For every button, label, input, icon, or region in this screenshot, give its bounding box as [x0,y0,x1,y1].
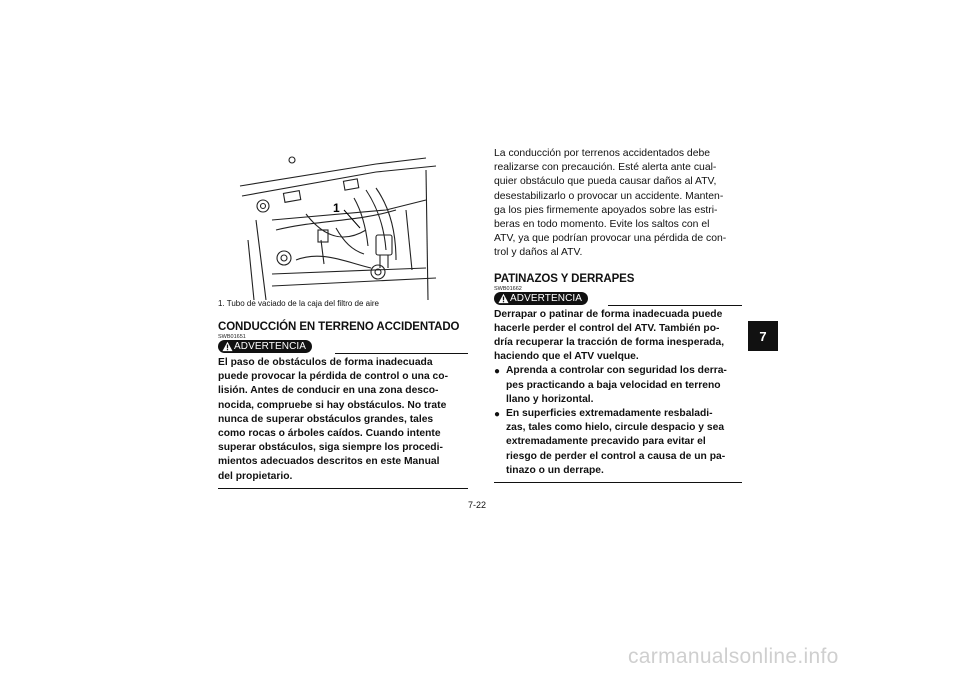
warning-text [218,356,468,484]
warning-line: lisión. Antes de conducir en una zona desco- [218,385,439,397]
warning-end-rule [494,482,742,483]
bullet-line: zas, tales como hielo, circule despacio y sea [506,422,725,434]
section-title-rough-terrain: CONDUCCIÓN EN TERRENO ACCIDENTADO [218,321,460,333]
warning-line: como rocas o árboles caídos. Cuando intente [218,428,441,440]
paragraph-line: trol y daños al ATV. [494,247,583,259]
warning-header [218,340,468,356]
warning-line: nunca de superar obstáculos grandes, tales [218,413,434,425]
warning-line: del propietario. [218,470,293,482]
intro-paragraph [494,147,742,261]
bullet-item [494,407,742,478]
warning-code: SWB01651 [218,334,246,340]
figure-callout-number: 1 [333,201,340,215]
bullet-line: tinazo o un derrape. [506,464,604,476]
warning-line: haciendo que el ATV vuelque. [494,351,639,363]
engine-figure [226,150,462,300]
bullet-line: Aprenda a controlar con seguridad los derra- [506,365,727,377]
bullet-line: En superficies extremadamente resbaladi- [506,408,713,420]
bullet-dot-icon: ● [494,366,501,378]
warning-label: ADVERTENCIA [234,341,307,352]
warning-text [494,308,742,365]
warning-triangle-icon [498,293,509,304]
warning-line: nocida, compruebe si hay obstáculos. No trate [218,399,447,411]
warning-line: superar obstáculos, siga siempre los procedi- [218,442,443,454]
paragraph-line: quier obstáculo que pueda causar daños al ATV, [494,176,717,188]
right-column [494,147,742,483]
warning-line: El paso de obstáculos de forma inadecuada [218,357,433,368]
bullet-line: extremadamente precavido para evitar el [506,436,706,448]
warning-badge [218,340,312,353]
paragraph-line: La conducción por terrenos accidentados debe [494,148,711,159]
warning-end-rule [218,488,468,489]
warning-line: hacerle perder el control del ATV. También po- [494,322,720,334]
paragraph-line: ga los pies firmemente apoyados sobre las estri- [494,204,718,216]
warning-code: SWB01662 [494,285,522,292]
figure-caption: 1. Tubo de vaciado de la caja del filtro de aire [218,299,379,308]
paragraph-line: beras en todo momento. Evite los saltos con el [494,219,710,231]
section-title-skids: PATINAZOS Y DERRAPES [494,272,635,285]
bullet-line: pes practicando a baja velocidad en terreno [506,379,721,391]
warning-rule [608,305,742,306]
chapter-tab: 7 [748,321,778,351]
page-number: 7-22 [468,500,487,510]
warning-rule [335,353,468,354]
warning-label: ADVERTENCIA [510,292,583,304]
paragraph-line: ATV, ya que podrían provocar una pérdida de con- [494,233,727,245]
warning-line: mientos adecuados descritos en este Manual [218,456,440,468]
warning-header [494,292,742,308]
warning-line: puede provocar la pérdida de control o una co- [218,371,449,383]
left-column [218,321,468,489]
paragraph-line: desestabilizarlo o provocar un accidente. Manten- [494,190,724,202]
bullet-line: llano y horizontal. [506,393,594,405]
warning-line: dría recuperar la tracción de forma inesperada, [494,337,725,349]
bullet-item [494,364,742,407]
footer-watermark: carmanualsonline.info [628,645,839,668]
paragraph-line: realizarse con precaución. Esté alerta ante cual- [494,162,717,174]
bullet-line: riesgo de perder el control a causa de un pa- [506,450,726,462]
bullet-dot-icon: ● [494,409,501,421]
warning-triangle-icon [222,341,233,352]
warning-bullets [494,364,742,478]
warning-badge [494,292,588,305]
warning-line: Derrapar o patinar de forma inadecuada puede [494,308,723,320]
